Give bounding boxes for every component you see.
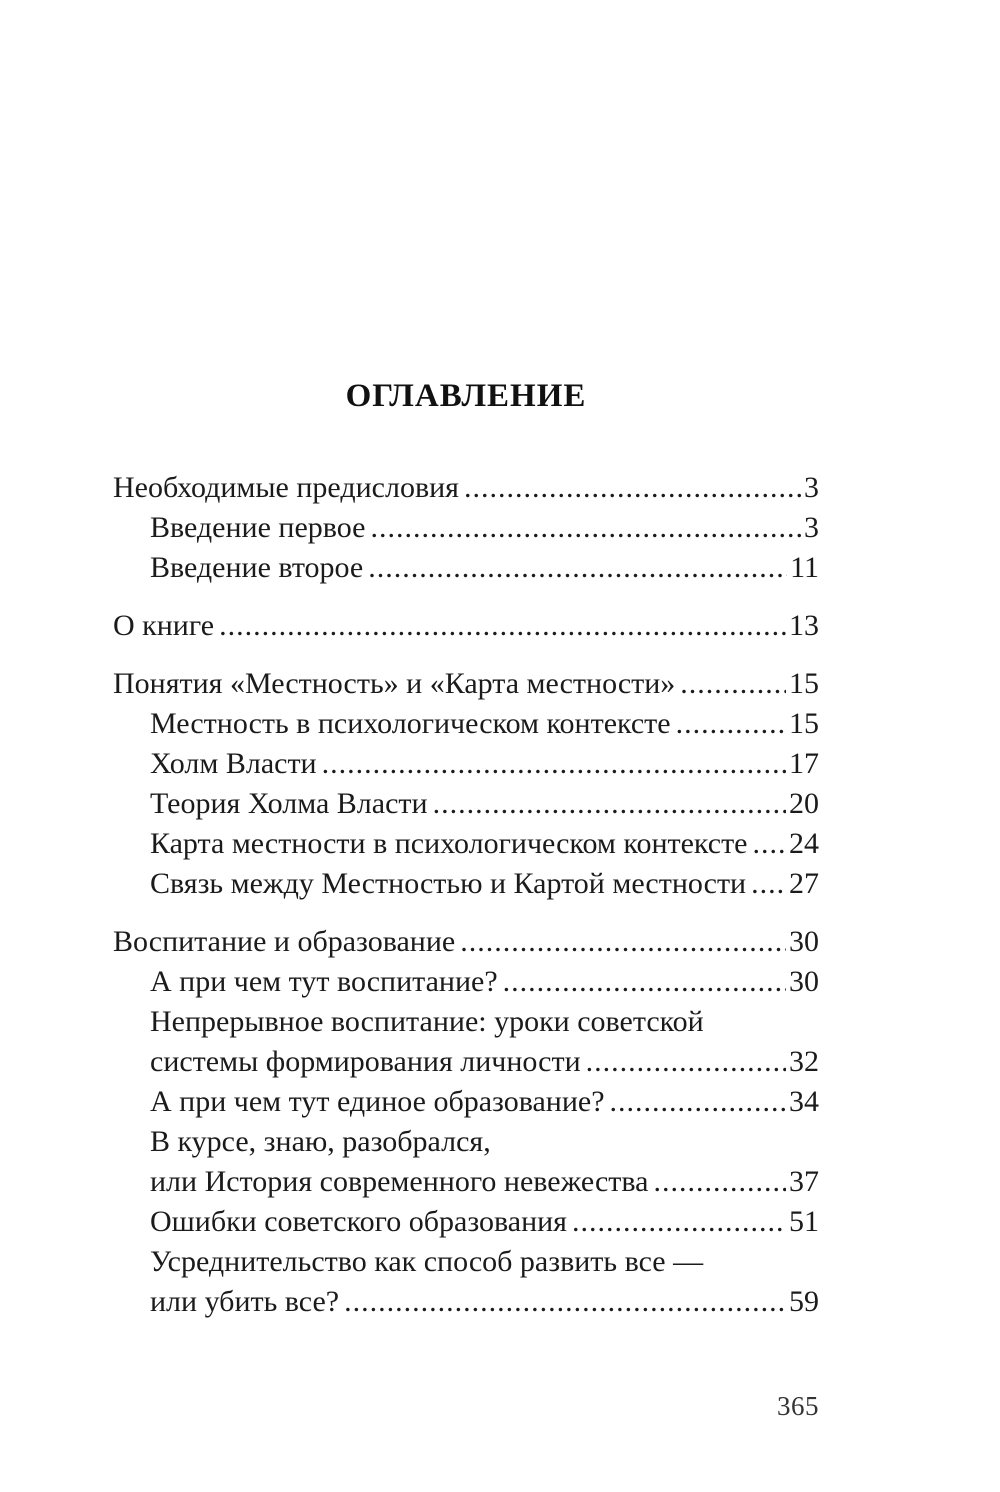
toc-entry-page: 3 bbox=[804, 471, 819, 504]
toc-entry-text: О книге bbox=[113, 609, 215, 642]
toc-entry bbox=[113, 824, 819, 864]
toc-entry bbox=[113, 1122, 819, 1202]
toc-entry bbox=[113, 664, 819, 704]
dot-leader bbox=[459, 468, 801, 508]
toc-line bbox=[150, 1002, 819, 1042]
toc-entry-page: 59 bbox=[789, 1285, 819, 1318]
toc-entry-text: Карта местности в психологическом контексте bbox=[150, 827, 748, 860]
book-page bbox=[113, 0, 819, 1492]
toc-line bbox=[150, 1242, 819, 1282]
toc-line bbox=[150, 864, 819, 904]
toc-entry bbox=[113, 468, 819, 508]
toc-entry-page: 15 bbox=[789, 667, 819, 700]
dot-leader bbox=[748, 824, 787, 864]
dot-leader bbox=[365, 508, 801, 548]
toc-line bbox=[150, 824, 819, 864]
dot-leader bbox=[746, 864, 786, 904]
toc-entry bbox=[113, 962, 819, 1002]
dot-leader bbox=[567, 1202, 786, 1242]
dot-leader bbox=[455, 922, 786, 962]
toc-entry-page: 30 bbox=[789, 965, 819, 998]
page-number: 365 bbox=[777, 1391, 819, 1421]
toc-entry-text: Непрерывное воспитание: уроки советской bbox=[150, 1005, 704, 1038]
dot-leader bbox=[363, 548, 787, 588]
toc-line bbox=[150, 1122, 819, 1162]
toc-entry-page: 17 bbox=[789, 747, 819, 780]
dot-leader bbox=[671, 704, 786, 744]
toc-entry bbox=[113, 784, 819, 824]
dot-leader bbox=[605, 1082, 786, 1122]
toc-entry-page: 20 bbox=[789, 787, 819, 820]
toc-entry-page: 51 bbox=[789, 1205, 819, 1238]
toc-entry-text: Теория Холма Власти bbox=[150, 787, 428, 820]
toc-entry-page: 27 bbox=[789, 867, 819, 900]
toc-entry-text: Введение второе bbox=[150, 551, 364, 584]
toc-entry-text: системы формирования личности bbox=[150, 1045, 581, 1078]
toc-entry-page: 3 bbox=[804, 511, 819, 544]
toc-line bbox=[150, 508, 819, 548]
dot-leader bbox=[581, 1042, 786, 1082]
toc-line bbox=[150, 548, 819, 588]
toc-entry-text: Холм Власти bbox=[150, 747, 317, 780]
toc-line bbox=[150, 1042, 819, 1082]
toc-line bbox=[150, 1082, 819, 1122]
toc-line bbox=[113, 922, 819, 962]
toc-line bbox=[150, 1202, 819, 1242]
toc-line bbox=[150, 962, 819, 1002]
toc-entry-page: 11 bbox=[790, 551, 819, 584]
toc-entry-page: 34 bbox=[789, 1085, 819, 1118]
toc-entry-page: 24 bbox=[789, 827, 819, 860]
toc-entry bbox=[113, 606, 819, 646]
toc-entry-text: Понятия «Местность» и «Карта местности» bbox=[113, 667, 676, 700]
toc-entry-text: Ошибки советского образования bbox=[150, 1205, 567, 1238]
dot-leader bbox=[214, 606, 786, 646]
toc-entry bbox=[113, 922, 819, 962]
toc-entry bbox=[113, 508, 819, 548]
dot-leader bbox=[648, 1162, 786, 1202]
toc-line bbox=[113, 606, 819, 646]
toc-entry-page: 15 bbox=[789, 707, 819, 740]
dot-leader bbox=[428, 784, 786, 824]
toc-line bbox=[150, 744, 819, 784]
toc-line bbox=[150, 784, 819, 824]
toc-entry bbox=[113, 1202, 819, 1242]
toc-entry bbox=[113, 864, 819, 904]
dot-leader bbox=[675, 664, 786, 704]
toc-entry-text: Необходимые предисловия bbox=[113, 471, 459, 504]
toc-entry bbox=[113, 1082, 819, 1122]
toc-line bbox=[150, 1282, 819, 1322]
toc-entry-text: Воспитание и образование bbox=[113, 925, 456, 958]
toc-entry-page: 30 bbox=[789, 925, 819, 958]
toc-entry-text: А при чем тут воспитание? bbox=[150, 965, 498, 998]
toc-entry-text: Местность в психологическом контексте bbox=[150, 707, 671, 740]
toc-line bbox=[113, 468, 819, 508]
toc-entry-text: В курсе, знаю, разобрался, bbox=[150, 1125, 491, 1158]
toc-entry bbox=[113, 744, 819, 784]
dot-leader bbox=[339, 1282, 786, 1322]
toc-entry-text: Введение первое bbox=[150, 511, 366, 544]
toc-entry-page: 32 bbox=[789, 1045, 819, 1078]
toc-entry-page: 13 bbox=[789, 609, 819, 642]
toc-line bbox=[113, 664, 819, 704]
toc-entry-text: А при чем тут единое образование? bbox=[150, 1085, 605, 1118]
toc-list bbox=[113, 468, 819, 1322]
toc-entry-text: Связь между Местностью и Картой местности bbox=[150, 867, 747, 900]
toc-entry bbox=[113, 1242, 819, 1322]
toc-entry-text: или убить все? bbox=[150, 1285, 340, 1318]
toc-entry-text: или История современного невежества bbox=[150, 1165, 649, 1198]
toc-entry bbox=[113, 548, 819, 588]
toc-line bbox=[150, 704, 819, 744]
toc-entry bbox=[113, 1002, 819, 1082]
page-title: ОГЛАВЛЕНИЕ bbox=[345, 378, 587, 414]
toc-entry-text: Усреднительство как способ развить все — bbox=[150, 1245, 704, 1278]
dot-leader bbox=[317, 744, 786, 784]
toc-line bbox=[150, 1162, 819, 1202]
toc-entry-page: 37 bbox=[789, 1165, 819, 1198]
toc-entry bbox=[113, 704, 819, 744]
dot-leader bbox=[498, 962, 786, 1002]
